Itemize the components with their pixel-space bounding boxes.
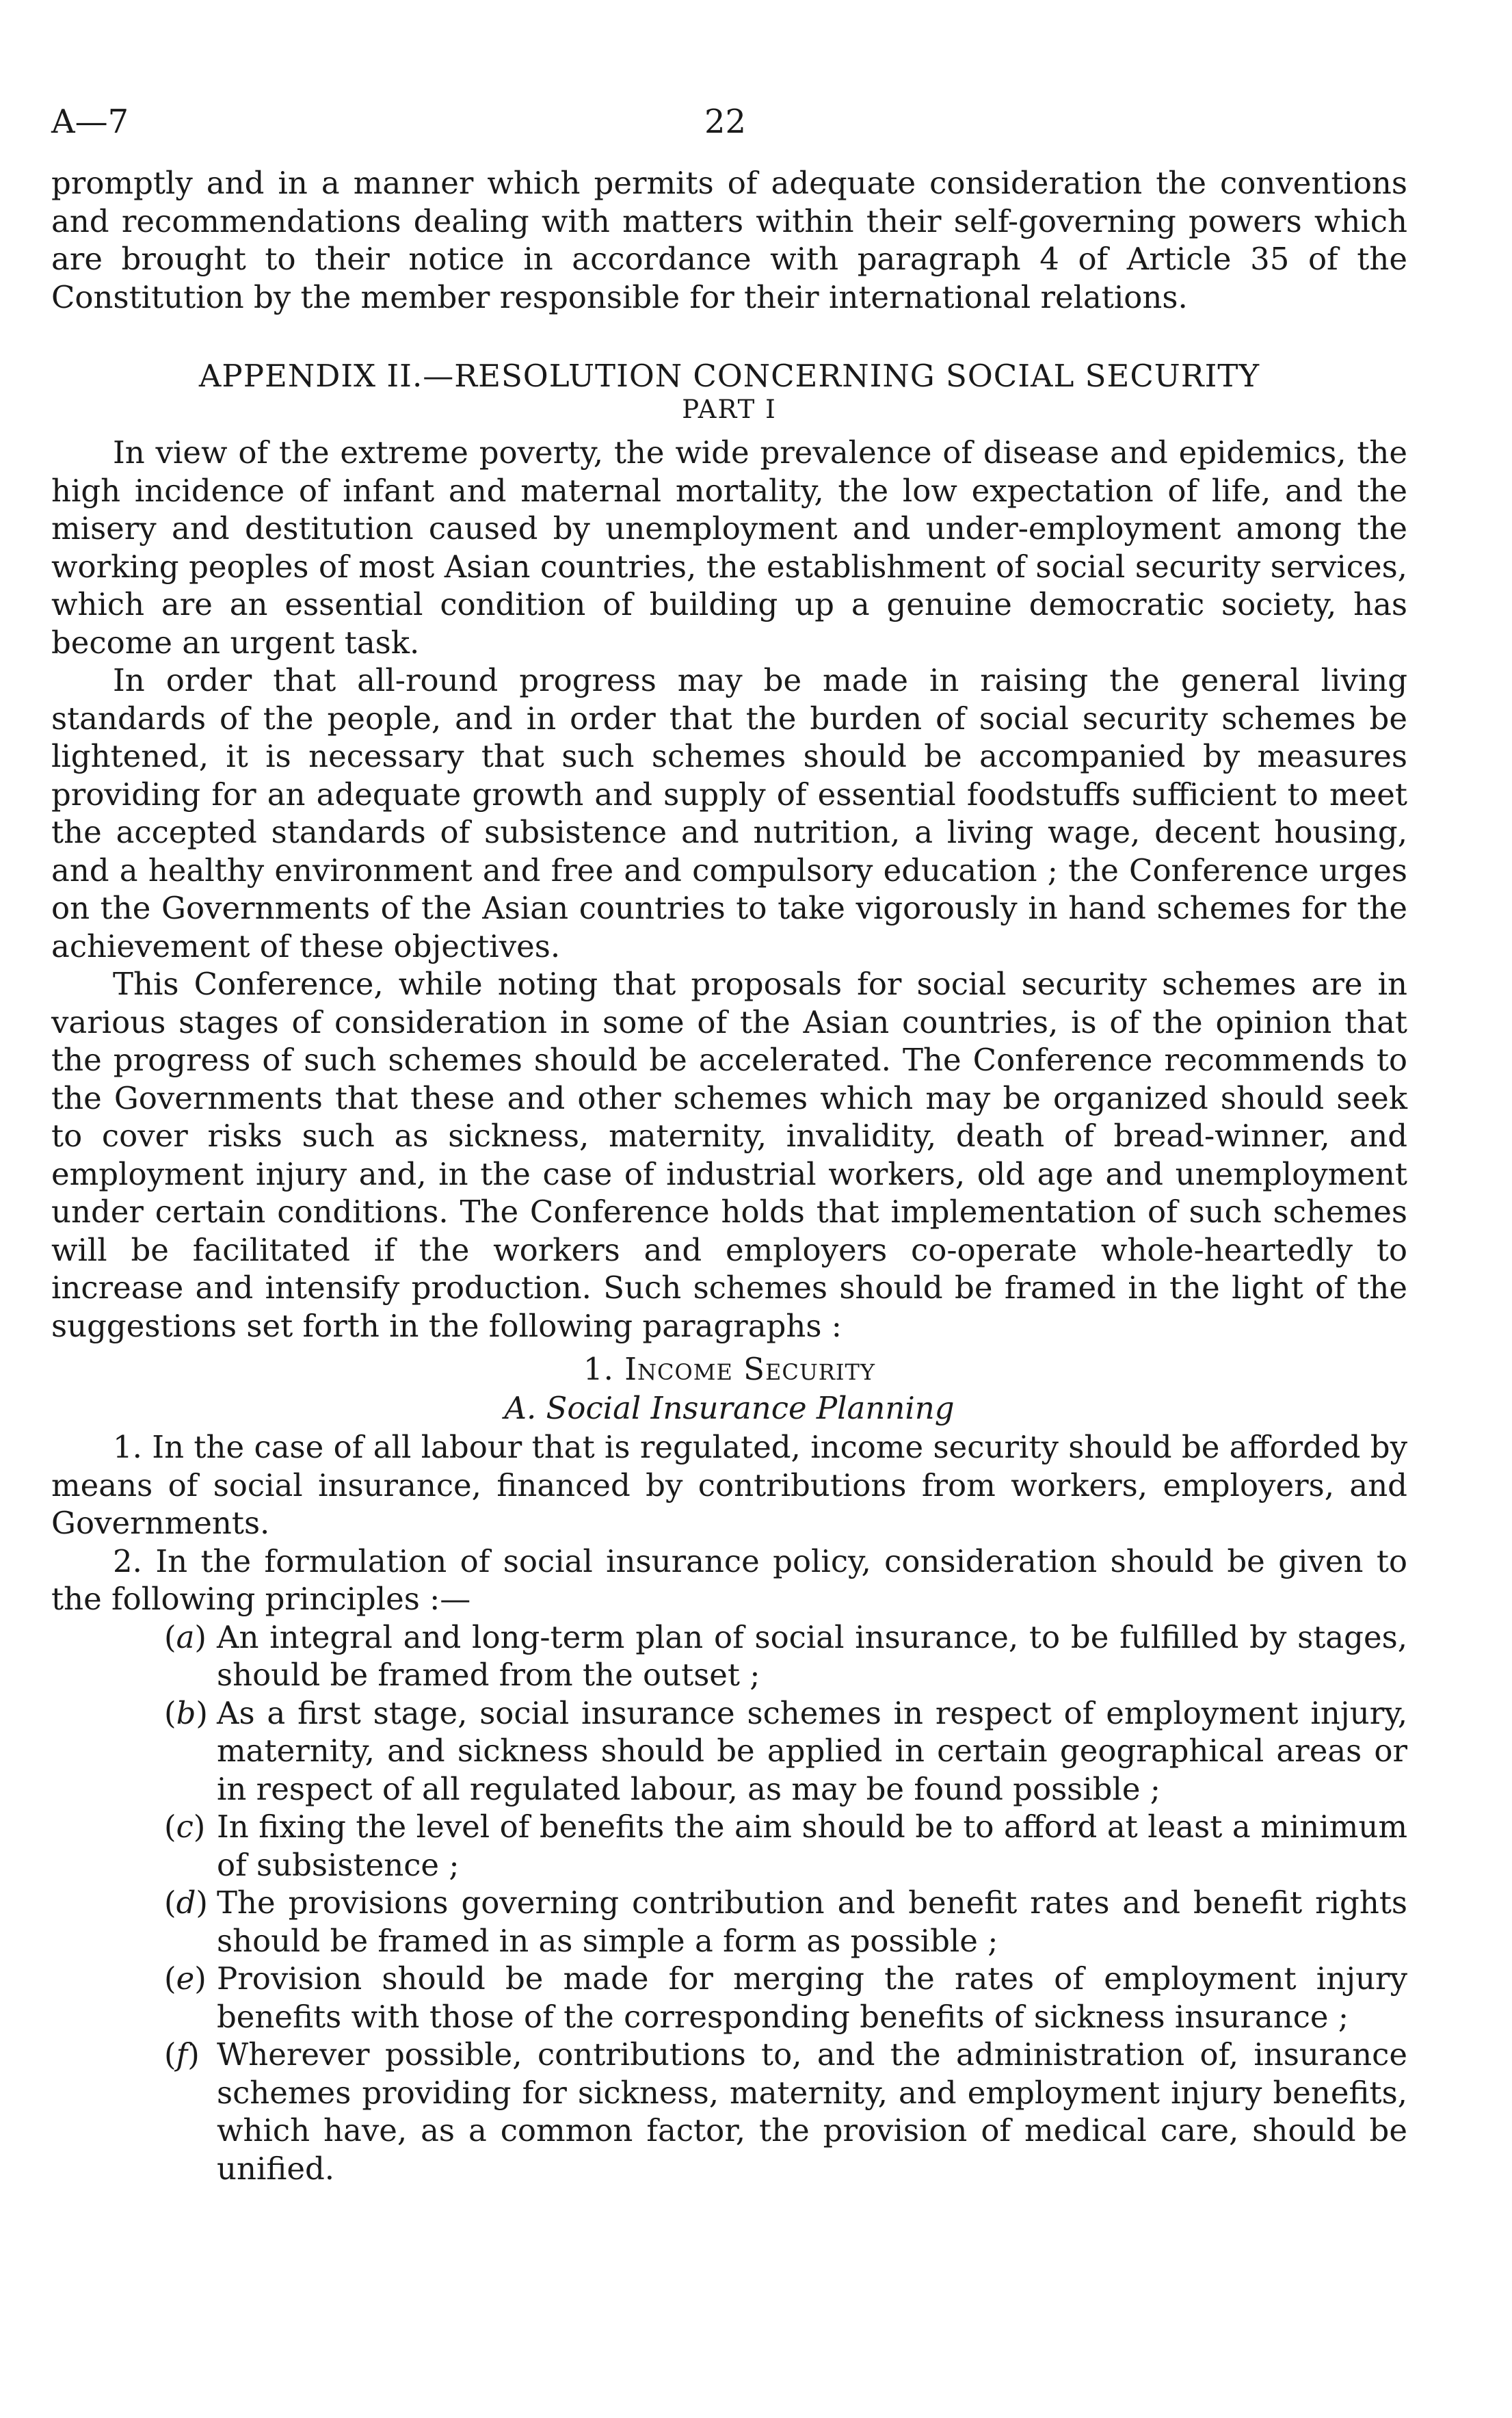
item-text: Wherever possible, contributions to, and the administration of, insurance schemes providing for sickness, maternity, and employment injury benefits, which have, as a common factor, the provision of medical care, should be unified.	[217, 2036, 1407, 2187]
item-text: As a first stage, social insurance schemes in respect of employment injury, maternity, and sickness should be applied in certain geographical areas or in respect of all regulated labour, as may be found possible ;	[217, 1694, 1407, 1807]
subsection-heading: A. Social Insurance Planning	[504, 1390, 955, 1426]
part-heading: PART I	[682, 395, 777, 424]
page-header	[51, 103, 1407, 164]
numbered-paragraph: 1. In the case of all labour that is regulated, income security should be afforded by means of social insurance, financed by contributions from workers, employers, and Governments.	[51, 1429, 1407, 1541]
numbered-paragraph: 2. In the formulation of social insurance policy, consideration should be given to the following principles :—	[51, 1542, 1407, 1617]
item-marker: (a)	[164, 1618, 207, 1655]
document-page	[51, 103, 1407, 2187]
body-paragraph: In view of the extreme poverty, the wide prevalence of disease and epidemics, the high incidence of infant and maternal mortality, the low expectation of life, and the misery and destitution caused by unemployment and under-employment among the working peoples of most Asian countries, the establishment of social security services, which are an essential condition of building up a genuine democratic society, has become an urgent task.	[51, 434, 1407, 661]
list-item	[51, 1694, 1407, 1809]
item-marker: (c)	[164, 1809, 206, 1845]
appendix-title: APPENDIX II.—RESOLUTION CONCERNING SOCIAL SECURITY	[198, 358, 1260, 394]
item-marker: (f)	[164, 2036, 200, 2073]
list-item	[51, 2036, 1407, 2187]
item-text: An integral and long-term plan of social insurance, to be fulfilled by stages, should be framed from the outset ;	[217, 1618, 1407, 1693]
document-reference: A—7	[51, 103, 129, 141]
body-paragraph: This Conference, while noting that proposals for social security schemes are in various stages of consideration in some of the Asian countries, is of the opinion that the progress of such schemes should be accelerated. The Conference recommends to the Governments that these and other schemes which may be organized should seek to cover risks such as sickness, maternity, invalidity, death of bread-winner, and employment injury and, in the case of industrial workers, old age and unemployment under certain conditions. The Conference holds that implementation of such schemes will be facilitated if the workers and employers co-operate whole-heartedly to increase and intensify production. Such schemes should be framed in the light of the suggestions set forth in the following paragraphs :	[51, 966, 1407, 1344]
page-number: 22	[704, 103, 747, 141]
list-item	[51, 1618, 1407, 1694]
list-item	[51, 1960, 1407, 2036]
list-item	[51, 1808, 1407, 1884]
continuation-paragraph: promptly and in a manner which permits of adequate consideration the conventions and recommendations dealing with matters within their self-governing powers which are brought to their notice in accordance with paragraph 4 of Article 35 of the Constitution by the member responsible for their international relations.	[51, 165, 1407, 315]
item-marker: (b)	[164, 1694, 208, 1731]
body-paragraph: In order that all-round progress may be made in raising the general living standards of the people, and in order that the burden of social security schemes be lightened, it is necessary that such schemes should be accompanied by measures providing for an adequate growth and supply of essential foodstuffs sufficient to meet the accepted standards of subsistence and nutrition, a living wage, decent housing, and a healthy environment and free and compulsory education ; the Conference urges on the Governments of the Asian countries to take vigorously in hand schemes for the achievement of these objectives.	[51, 662, 1407, 964]
section-heading: 1. Income Security	[583, 1351, 875, 1387]
item-marker: (e)	[164, 1960, 207, 1997]
item-text: Provision should be made for merging the rates of employment injury benefits with those of the corresponding benefits of sickness insurance ;	[217, 1960, 1407, 2035]
item-text: In fixing the level of benefits the aim should be to afford at least a minimum of subsistence ;	[217, 1809, 1407, 1883]
principles-list	[51, 1618, 1407, 2188]
item-marker: (d)	[164, 1884, 208, 1921]
list-item	[51, 1884, 1407, 1960]
item-text: The provisions governing contribution and benefit rates and benefit rights should be framed in as simple a form as possible ;	[217, 1884, 1407, 1959]
